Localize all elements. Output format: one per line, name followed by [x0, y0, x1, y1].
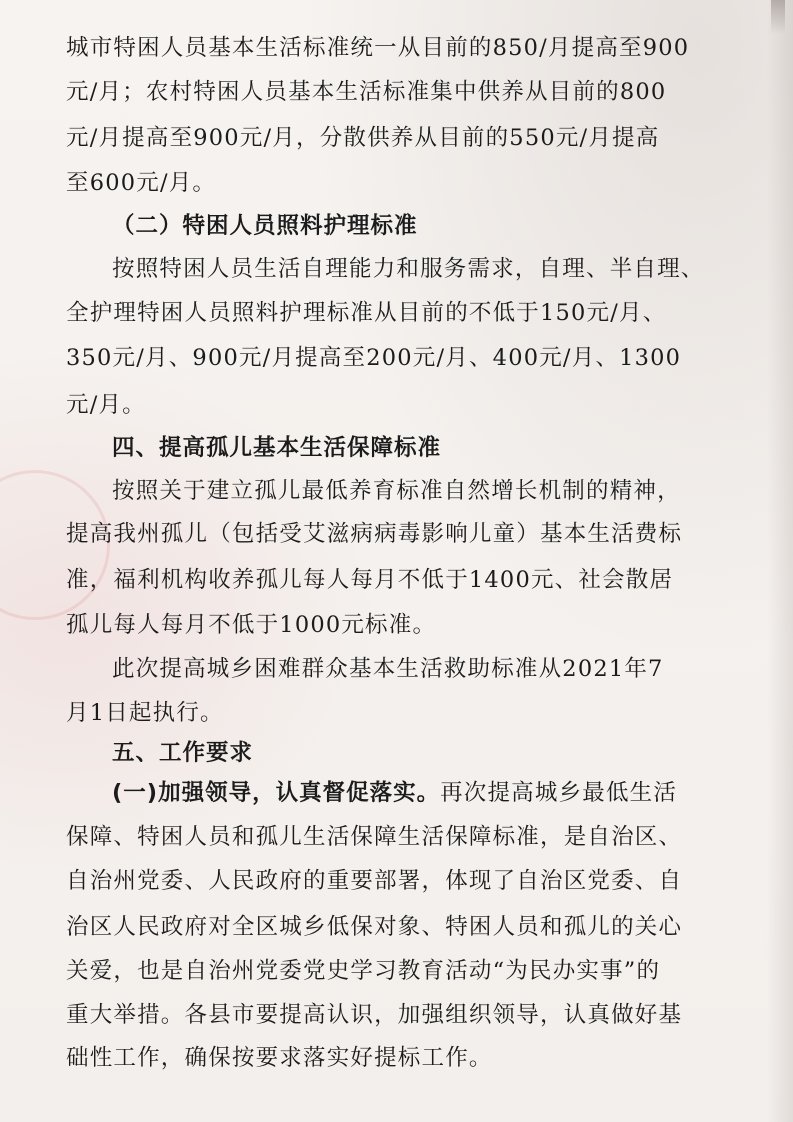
- body-line: 此次提高城乡困难群众基本生活救助标准从2021年7: [112, 656, 664, 682]
- body-line: 治区人民政府对全区城乡低保对象、特困人员和孤儿的关心: [66, 914, 683, 940]
- body-line: 孤儿每人每月不低于1000元标准。: [66, 612, 437, 638]
- body-line: 保障、特困人员和孤儿生活保障生活保障标准，是自治区、: [66, 824, 683, 850]
- section-heading: 五、工作要求: [112, 740, 254, 766]
- body-line: 月1日起执行。: [66, 700, 224, 726]
- body-line-with-bold-lead: [112, 782, 677, 805]
- body-line: 元/月提高至900元/月，分散供养从目前的550元/月提高: [66, 125, 660, 151]
- body-line: 元/月。: [66, 392, 146, 418]
- body-text: 再次提高城乡最低生活: [440, 780, 678, 806]
- body-line: 自治州党委、人民政府的重要部署，体现了自治区党委、自: [66, 868, 683, 894]
- page-edge-shadow: [767, 0, 793, 1122]
- section-heading: 四、提高孤儿基本生活保障标准: [112, 435, 442, 461]
- body-line: 按照关于建立孤儿最低养育标准自然增长机制的精神，: [112, 478, 681, 504]
- body-line: 重大举措。各县市要提高认识，加强组织领导，认真做好基: [66, 1002, 683, 1028]
- body-line: 准，福利机构收养孤儿每人每月不低于1400元、社会散居: [66, 567, 674, 593]
- body-line: 按照特困人员生活自理能力和服务需求，自理、半自理、: [112, 256, 705, 282]
- body-line: 全护理特困人员照料护理标准从目前的不低于150元/月、: [66, 300, 667, 326]
- body-line: 元/月；农村特困人员基本生活标准集中供养从目前的800: [66, 79, 667, 105]
- body-line: 350元/月、900元/月提高至200元/月、400元/月、1300: [66, 345, 682, 371]
- bold-lead-text: (一)加强领导，认真督促落实。: [112, 780, 441, 806]
- body-line: 础性工作，确保按要求落实好提标工作。: [66, 1045, 493, 1071]
- section-heading: （二）特困人员照料护理标准: [112, 213, 418, 239]
- body-line: 城市特困人员基本生活标准统一从目前的850/月提高至900: [66, 35, 690, 61]
- body-line: 提高我州孤儿（包括受艾滋病病毒影响儿童）基本生活费标: [66, 521, 683, 547]
- body-line: 关爱，也是自治州党委党史学习教育活动“为民办实事”的: [66, 958, 661, 984]
- body-line: 至600元/月。: [66, 170, 217, 196]
- corner-mark: [771, 0, 785, 34]
